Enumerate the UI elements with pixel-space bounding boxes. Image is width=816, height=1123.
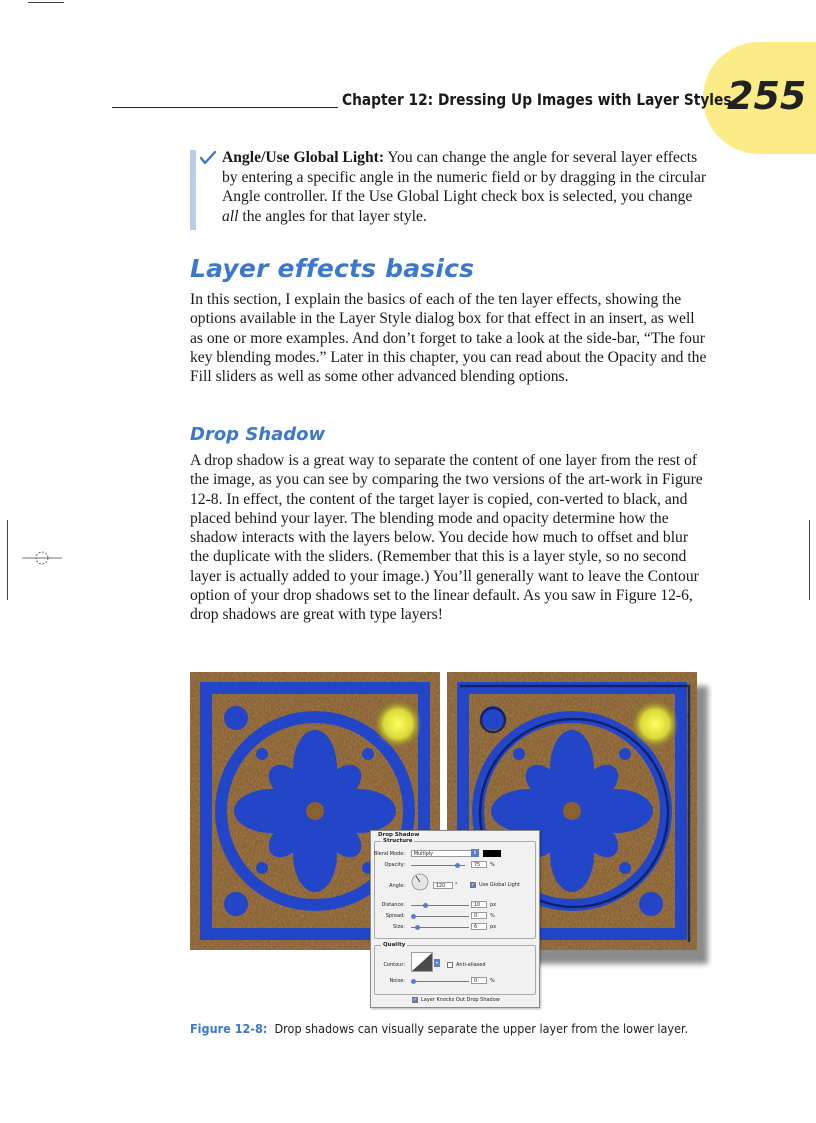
registration-mark (22, 544, 62, 572)
spread-slider-thumb[interactable] (411, 914, 416, 919)
trim-mark-left (7, 520, 8, 600)
subsection-paragraph: A drop shadow is a great way to separate the content of one layer from the rest of the image, as you can see by comparing the two versions of the art-work in Figure 12-8. In effect, the content of the target layer is copied, con-verted to black, and placed behind your layer. The blending mode and opacity determine how the shadow interacts with the layers below. You decide how much to offset and blur the duplicate with the sliders. (Remember that this is a layer style, so no second layer is actually added to your image.) You’ll generally want to leave the Contour option of your drop shadows set to the linear default. As you saw in Figure 12-6, drop shadows are great with type layers! (190, 452, 703, 624)
drop-shadow-dialog (370, 830, 540, 1008)
subsection-heading: Drop Shadow (190, 424, 326, 445)
opacity-label: Opacity: (384, 862, 405, 868)
distance-slider[interactable] (411, 905, 469, 906)
noise-input[interactable]: 0 (471, 977, 487, 984)
spread-input[interactable]: 0 (471, 912, 487, 919)
chevron-down-icon[interactable]: ▾ (435, 960, 438, 965)
noise-unit: % (490, 978, 495, 984)
noise-slider[interactable] (411, 981, 469, 982)
contour-label: Contour: (383, 962, 405, 968)
crop-mark (28, 2, 64, 3)
use-global-light-checkbox[interactable]: ✓ (471, 882, 476, 888)
figure-label: Figure 12-8: (190, 1021, 268, 1036)
bullet-text-after: the angles for that layer style. (238, 207, 427, 225)
checkmark-icon (200, 151, 216, 165)
size-unit: px (490, 924, 497, 930)
bullet-item (222, 148, 708, 226)
angle-dial[interactable] (411, 873, 429, 891)
bullet-term: Angle/Use Global Light: (222, 149, 385, 166)
blend-mode-label: Blend Mode: (373, 851, 405, 857)
opacity-unit: % (490, 862, 495, 868)
structure-label: Structure (383, 838, 413, 844)
size-slider-thumb[interactable] (415, 925, 420, 930)
noise-slider-thumb[interactable] (411, 979, 416, 984)
size-input[interactable]: 6 (471, 923, 487, 930)
degree-mark: ° (455, 882, 458, 888)
dialog-title: Drop Shadow (378, 832, 420, 838)
quality-group (374, 945, 536, 995)
distance-label: Distance: (381, 902, 405, 908)
bullet-emphasis: all (222, 207, 239, 225)
anti-aliased-checkbox[interactable] (447, 962, 453, 968)
opacity-slider-thumb[interactable] (455, 863, 460, 868)
spread-slider[interactable] (411, 916, 469, 917)
size-label: Size: (393, 924, 405, 930)
contour-preview[interactable] (411, 952, 433, 972)
distance-slider-thumb[interactable] (423, 903, 428, 908)
knocks-out-label: Layer Knocks Out Drop Shadow (421, 997, 500, 1003)
anti-aliased-label: Anti-aliased (456, 962, 486, 968)
noise-label: Noise: (389, 978, 405, 984)
select-arrows-icon: ⇕ (472, 850, 478, 856)
header-rule (112, 107, 338, 108)
section-heading: Layer effects basics (190, 254, 475, 283)
quality-label: Quality (383, 942, 406, 948)
section-paragraph: In this section, I explain the basics of each of the ten layer effects, showing the options available in the Layer Style dialog box for that effect in an insert, as well as one or more examples. And don’t forget to take a look at the side-bar, “The four key blending modes.” Later in this chapter, you can read about the Opacity and the Fill sliders as well as some other advanced blending options. (190, 291, 707, 386)
angle-input[interactable]: 120 (433, 882, 453, 889)
trim-mark-right (809, 520, 810, 600)
blend-mode-select[interactable] (411, 850, 479, 857)
shadow-color-swatch[interactable] (483, 850, 501, 857)
bullet-margin-bar (190, 150, 196, 230)
distance-input[interactable]: 10 (471, 901, 487, 908)
page-number: 255 (727, 74, 807, 118)
opacity-input[interactable]: 75 (471, 861, 487, 868)
figure-caption-text: Drop shadows can visually separate the upper layer from the lower layer. (274, 1021, 689, 1036)
distance-unit: px (490, 902, 497, 908)
blend-mode-value: Multiply (414, 852, 433, 857)
figure-caption (190, 1021, 688, 1036)
running-head: Chapter 12: Dressing Up Images with Layer Styles (342, 90, 732, 109)
spread-unit: % (490, 913, 495, 919)
use-global-light-label: Use Global Light (479, 882, 520, 888)
bullet-text-before: You can change the angle for several layer effects by entering a specific angle in the numeric field or by dragging in the circular Angle controller. If the Use Global Light check box is selected, you change (222, 149, 707, 205)
knocks-out-checkbox[interactable]: ✓ (413, 997, 418, 1003)
spread-label: Spread: (385, 913, 405, 919)
angle-label: Angle: (389, 883, 405, 889)
